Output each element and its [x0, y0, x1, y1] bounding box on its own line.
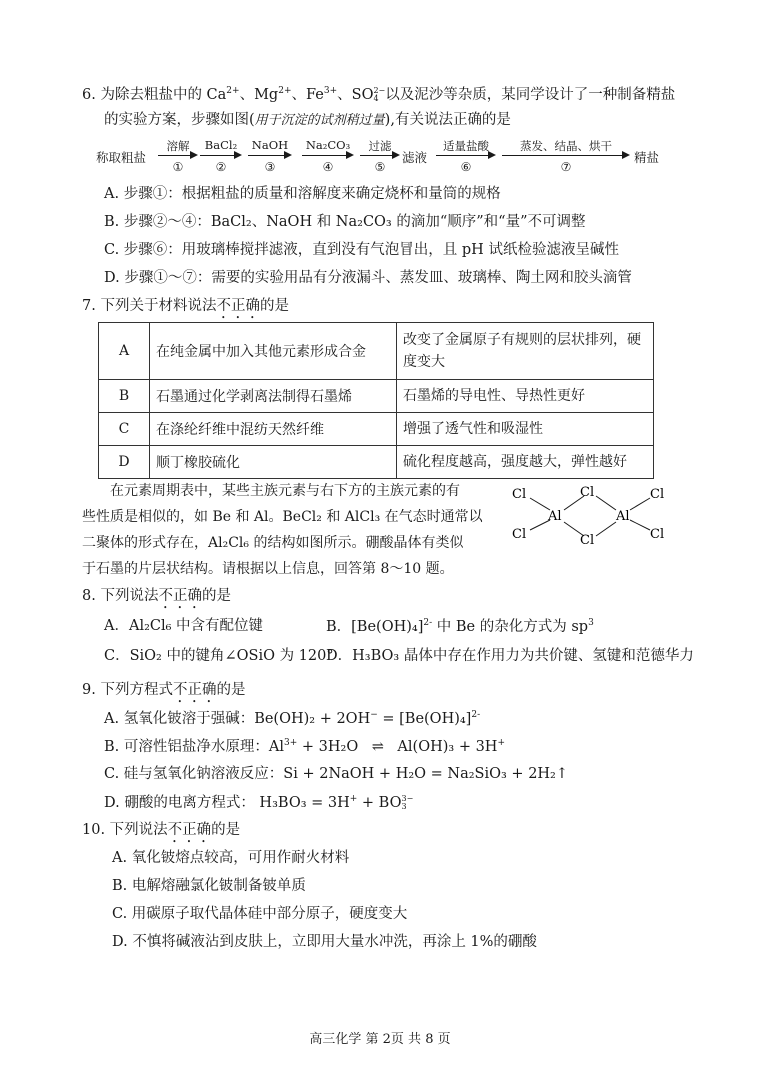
row-label: A — [99, 323, 150, 380]
passage-line4: 于石墨的片层状结构。请根据以上信息，回答第 8～10 题。 — [82, 561, 454, 577]
flow-arrow-1: 溶解 ① — [158, 138, 198, 178]
cl-atom-4: Cl — [580, 533, 595, 548]
table-row — [99, 413, 654, 446]
cl-atom-1: Cl — [512, 487, 527, 502]
q6-stem-line2: 的实验方案，步骤如图(用于沉淀的试剂稍过量),有关说法正确的是 — [104, 112, 511, 128]
q10-option-d: D. 不慎将碱液沾到皮肤上，立即用大量水冲洗，再涂上 1%的硼酸 — [112, 934, 537, 950]
row-effect: 改变了金属原子有规则的层状排列，硬度变大 — [397, 323, 654, 380]
passage — [82, 478, 502, 582]
q9-option-a: A. 氢氧化铍溶于强碱：$Be(OH)_2 + 2OH^- = [Be(OH)_4]^{2-}$ — [104, 710, 481, 727]
q6-stem-line1: 6. 为除去粗盐中的 $Ca^{2+}$、$Mg^{2+}$、$Fe^{3+}$、SO 2− 4 以及泥沙等杂质，某同学设计了一种制备精盐 — [82, 86, 676, 103]
q8-stem: 8. 下列说法不正确的是 — [82, 588, 231, 604]
row-label: D — [99, 446, 150, 479]
flow-arrow-2: BaCl₂ ② — [200, 138, 242, 178]
q8-option-d: D．H₃BO₃ 晶体中存在作用力为共价键、氢键和范德华力 — [326, 648, 694, 664]
cl-atom-6: Cl — [650, 527, 665, 542]
q6-option-b: B. 步骤②～④：BaCl₂、NaOH 和 Na₂CO₃ 的滴加“顺序”和“量”不可调整 — [104, 214, 586, 230]
al-atom-1: Al — [548, 509, 562, 524]
table-row — [99, 323, 654, 380]
q7-stem: 7. 下列关于材料说法不正确的是 — [82, 298, 289, 314]
q9-stem: 9. 下列方程式不正确的是 — [82, 682, 246, 698]
q6-option-d: D. 步骤①～⑦：需要的实验用品有分液漏斗、蒸发皿、玻璃棒、陶土网和胶头滴管 — [104, 270, 632, 286]
flow-arrow-4: Na₂CO₃ ④ — [302, 138, 354, 178]
flow-arrow-3: NaOH ③ — [248, 138, 292, 178]
passage-line2: 些性质是相似的，如 Be 和 Al。BeCl₂ 和 AlCl₃ 在气态时通常以 — [82, 509, 483, 525]
flow-start: 称取粗盐 — [96, 150, 147, 165]
flow-end: 精盐 — [634, 150, 660, 165]
q10-option-c: C. 用碳原子取代晶体硅中部分原子，硬度变大 — [112, 906, 408, 922]
cl-atom-2: Cl — [512, 527, 527, 542]
passage-line3: 二聚体的形式存在，Al₂Cl₆ 的结构如图所示。硼酸晶体有类似 — [82, 535, 464, 551]
row-method: 石墨通过化学剥离法制得石墨烯 — [150, 380, 397, 413]
q6-flow-diagram — [96, 138, 676, 178]
flow-arrow-5: 过滤 ⑤ — [360, 138, 400, 178]
flow-arrow-6: 适量盐酸 ⑥ — [436, 138, 496, 178]
passage-line1: 在元素周期表中，某些主族元素与右下方的主族元素的有 — [110, 483, 460, 499]
q6-option-c: C. 步骤⑥：用玻璃棒搅拌滤液，直到没有气泡冒出，且 pH 试纸检验滤液呈碱性 — [104, 242, 619, 258]
q6-option-a: A. 步骤①：根据粗盐的质量和溶解度来确定烧杯和量筒的规格 — [104, 186, 501, 202]
q9-option-c: C. 硅与氢氧化钠溶液反应：Si + 2NaOH + H₂O = Na₂SiO₃ + 2H₂↑ — [104, 766, 569, 782]
row-effect: 硫化程度越高，强度越大，弹性越好 — [397, 446, 654, 479]
equilibrium-arrow-icon: ⇌ — [371, 739, 384, 755]
q10-option-b: B. 电解熔融氯化铍制备铍单质 — [112, 878, 306, 894]
row-label: B — [99, 380, 150, 413]
q10-option-a: A. 氧化铍熔点较高，可用作耐火材料 — [112, 850, 350, 866]
row-effect: 石墨烯的导电性、导热性更好 — [397, 380, 654, 413]
q8-option-b: B．$[Be(OH)_4]^{2-}$ 中 Be 的杂化方式为 $sp^3$ — [326, 618, 594, 635]
row-method: 在涤纶纤维中混纺天然纤维 — [150, 413, 397, 446]
q9-option-d: D. 硼酸的电离方程式： H₃BO₃ = 3H+ + BO 3− 3 — [104, 794, 414, 811]
q8-option-c: C．SiO₂ 中的键角∠OSiO 为 120° — [104, 648, 334, 664]
q7-table — [98, 322, 654, 479]
flow-arrow-7: 蒸发、结晶、烘干 ⑦ — [502, 138, 630, 178]
table-row — [99, 380, 654, 413]
flow-mid: 滤液 — [402, 150, 428, 165]
row-label: C — [99, 413, 150, 446]
q8-option-a: A．Al₂Cl₆ 中含有配位键 — [104, 618, 264, 634]
q9-option-b: B. 可溶性铝盐净水原理：$Al^{3+} + 3H_2O$ ⇌ Al(OH)₃ + 3H+ — [104, 738, 505, 755]
cl-atom-3: Cl — [580, 485, 595, 500]
row-method: 顺丁橡胶硫化 — [150, 446, 397, 479]
row-effect: 增强了透气性和吸湿性 — [397, 413, 654, 446]
page-footer: 高三化学 第 2页 共 8 页 — [309, 1032, 451, 1047]
cl-atom-5: Cl — [650, 487, 665, 502]
al-atom-2: Al — [616, 509, 630, 524]
row-method: 在纯金属中加入其他元素形成合金 — [150, 323, 397, 380]
al2cl6-structure-diagram — [504, 480, 674, 548]
q10-stem: 10. 下列说法不正确的是 — [82, 822, 241, 838]
table-row — [99, 446, 654, 479]
